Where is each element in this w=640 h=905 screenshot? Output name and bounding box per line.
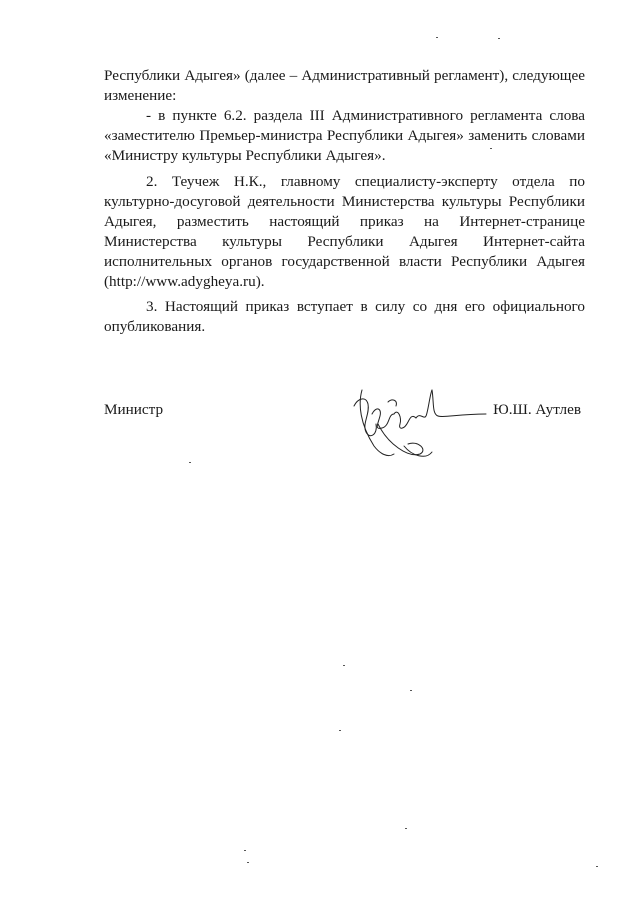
signatory-name: Ю.Ш. Аутлев [493, 401, 581, 418]
signature-block [104, 400, 585, 424]
text-line: «заместителю Премьер-министра Республики Адыгея» заменить словами [104, 127, 585, 144]
text-line: изменение: [104, 87, 177, 104]
text-line: - в пункте 6.2. раздела III Административного регламента слова [146, 107, 585, 124]
paragraph-publication [104, 172, 585, 292]
scan-speck [189, 462, 191, 463]
signatory-title: Министр [104, 401, 164, 418]
text-line: 2. Теучеж Н.К., главному специалисту-эксперту отдела по [146, 173, 585, 190]
text-line: «Министру культуры Республики Адыгея». [104, 147, 386, 164]
handwritten-signature-icon [348, 384, 488, 464]
text-line: 3. Настоящий приказ вступает в силу со дня его официального [146, 298, 585, 315]
text-line: исполнительных органов государственной власти Республики Адыгея [104, 253, 585, 270]
scan-speck [244, 850, 246, 851]
text-line: Республики Адыгея» (далее – Административный регламент), следующее [104, 67, 585, 84]
text-line: опубликования. [104, 318, 206, 335]
scan-speck [490, 148, 492, 149]
scan-speck [405, 828, 407, 829]
text-line: Адыгея, разместить настоящий приказ на Интернет-странице [104, 213, 585, 230]
scan-speck [596, 866, 598, 867]
scan-speck [339, 730, 341, 731]
scan-speck [343, 665, 345, 666]
paragraph-effective-date [104, 297, 585, 337]
scan-speck [247, 862, 249, 863]
text-line: Министерства культуры Республики Адыгея Интернет-сайта [104, 233, 585, 250]
scan-speck [498, 38, 500, 39]
paragraph-amendment [104, 66, 585, 166]
scan-speck [436, 37, 438, 38]
text-line: (http://www.adygheya.ru). [104, 273, 265, 290]
scan-speck [410, 690, 412, 691]
text-line: культурно-досуговой деятельности Министерства культуры Республики [104, 193, 585, 210]
